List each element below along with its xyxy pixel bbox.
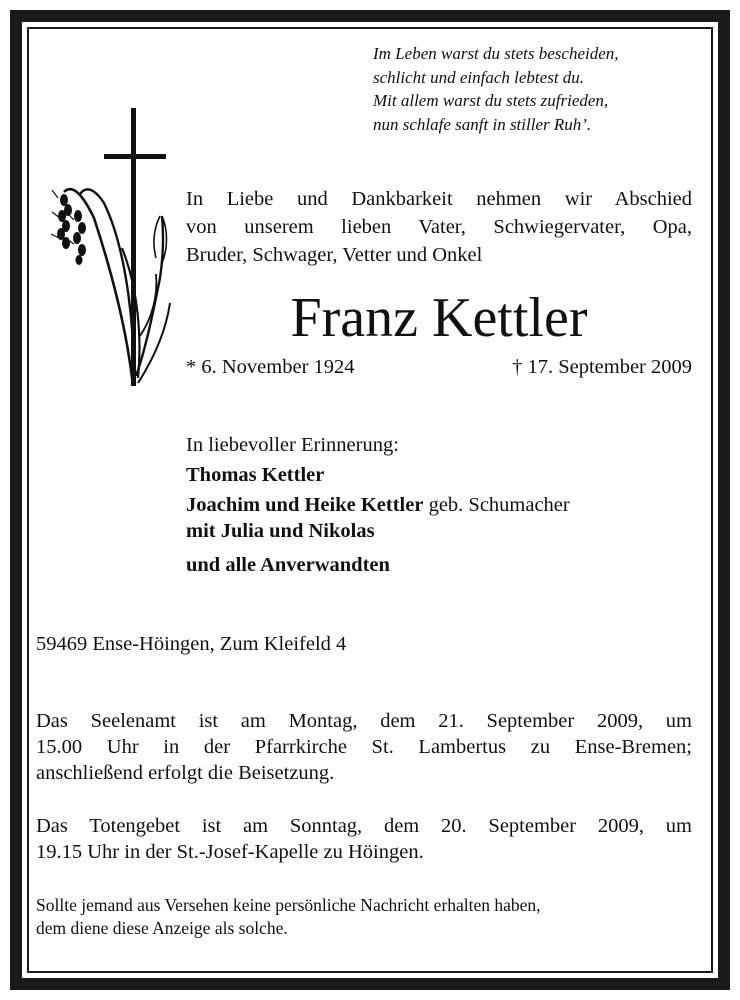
prayer-line: Das Totengebet ist am Sonntag, dem 20. September 2009, um: [36, 815, 692, 837]
intro-line: In Liebe und Dankbarkeit nehmen wir Abschied: [186, 188, 692, 210]
intro-line: von unserem lieben Vater, Schwiegervater, Opa,: [186, 216, 692, 238]
requiem-line: Das Seelenamt ist am Montag, dem 21. September 2009, um: [36, 710, 692, 732]
poem-line: Im Leben warst du stets bescheiden,: [373, 44, 619, 63]
requiem-line: anschließend erfolgt die Beisetzung.: [36, 762, 335, 784]
prayer-notice: [36, 813, 692, 865]
personal-message-notice: [36, 894, 692, 940]
death-date: † 17. September 2009: [512, 356, 692, 378]
family-member: Thomas Kettler: [186, 464, 325, 486]
poem: [373, 42, 693, 136]
farewell-intro: [186, 185, 692, 269]
cross-with-wheat-icon: [42, 98, 172, 390]
family-member-name: Joachim und Heike Kettler: [186, 494, 424, 516]
notice-line: dem diene diese Anzeige als solche.: [36, 918, 288, 938]
notice-line: Sollte jemand aus Versehen keine persönliche Nachricht erhalten haben,: [36, 895, 541, 915]
deceased-name: Franz Kettler: [290, 287, 588, 349]
intro-line: Bruder, Schwager, Vetter und Onkel: [186, 244, 483, 266]
poem-line: schlicht und einfach lebtest du.: [373, 67, 585, 87]
maiden-name: geb. Schumacher: [423, 494, 570, 516]
family-list: [186, 430, 692, 580]
requiem-line: 15.00 Uhr in der Pfarrkirche St. Lambertus zu Ense-Bremen;: [36, 736, 692, 758]
requiem-notice: [36, 708, 692, 786]
family-member: mit Julia und Nikolas: [186, 520, 375, 542]
prayer-line: 19.15 Uhr in der St.-Josef-Kapelle zu Höingen.: [36, 841, 424, 863]
birth-date: * 6. November 1924: [186, 356, 355, 378]
family-heading: In liebevoller Erinnerung:: [186, 434, 399, 456]
family-member: und alle Anverwandten: [186, 554, 390, 576]
life-dates: [186, 353, 692, 381]
poem-line: nun schlafe sanft in stiller Ruh’.: [373, 114, 592, 134]
poem-line: Mit allem warst du stets zufrieden,: [373, 91, 609, 110]
address: 59469 Ense-Höingen, Zum Kleifeld 4: [36, 633, 347, 655]
